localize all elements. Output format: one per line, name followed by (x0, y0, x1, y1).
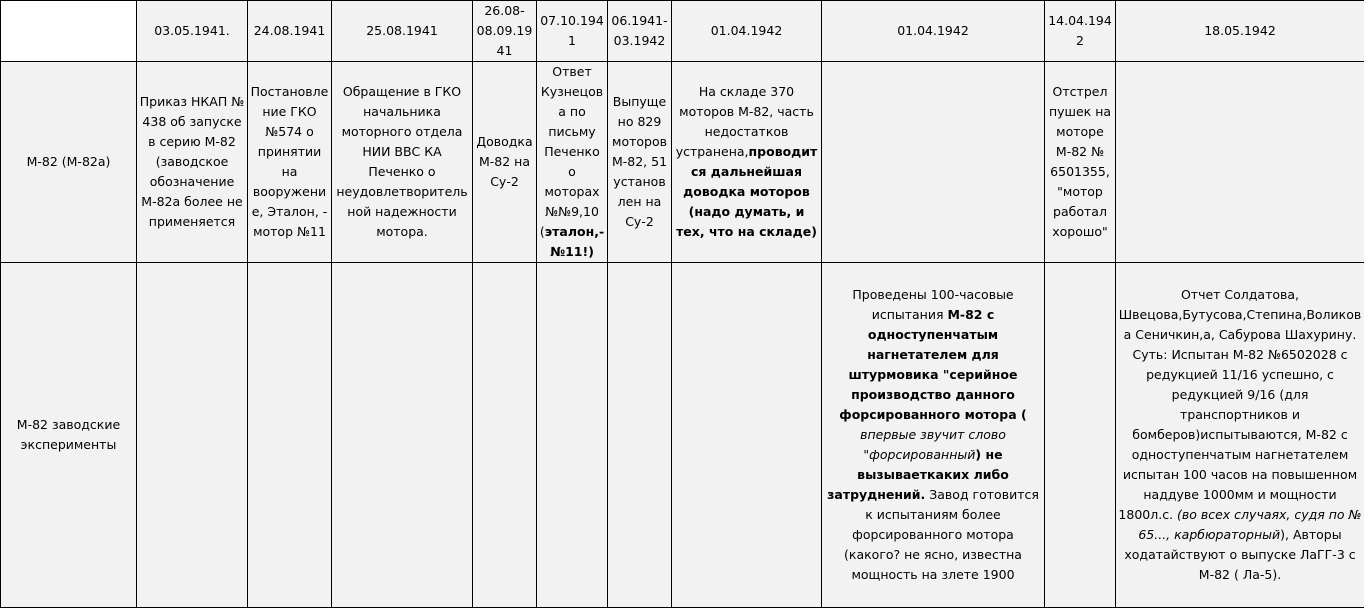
table-row (1, 62, 1364, 263)
table-cell (822, 62, 1045, 263)
table-cell (1045, 263, 1116, 608)
cell-text: Проведены 100-часовые испытания (852, 287, 1013, 322)
cell-text: На складе 370 моторов М-82, часть недостатков устранена, (676, 84, 814, 159)
cell-text: ), Авторы ходатайствуют о выпуске ЛаГГ-3 с М-82 ( Ла-5). (1124, 527, 1355, 582)
date-cell: 01.04.1942 (672, 1, 822, 62)
table-cell: Постановление ГКО №574 о принятии на вооружение, Эталон, - мотор №11 (248, 62, 332, 263)
table-cell: Обращение в ГКО начальника моторного отдела НИИ ВВС КА Печенко о неудовлетворительной надежности мотора. (332, 62, 473, 263)
table-cell: Отстрел пушек на моторе М-82 № 6501355, "мотор работал хорошо" (1045, 62, 1116, 263)
date-cell: 14.04.1942 (1045, 1, 1116, 62)
cell-text-bold: проводится дальнейшая доводка моторов (надо думать, и тех, что на складе) (676, 144, 817, 239)
date-cell: 06.1941-03.1942 (608, 1, 672, 62)
table-cell (608, 263, 672, 608)
table-cell: Доводка М-82 на Су-2 (473, 62, 537, 263)
date-cell: 18.05.1942 (1116, 1, 1364, 62)
table-cell (332, 263, 473, 608)
table-row (1, 263, 1364, 608)
table-cell (822, 263, 1045, 608)
cell-text-bold: ) не вызываеткаких либо затруднений. (827, 447, 1009, 502)
date-cell: 01.04.1942 (822, 1, 1045, 62)
cell-text: Ответ Кузнецова по письму Печенко о моторах №№9,10 ( (540, 64, 603, 239)
table-cell (1116, 263, 1364, 608)
table-cell (672, 62, 822, 263)
table-cell (473, 263, 537, 608)
cell-text: Завод готовится к испытаниям более форсированного мотора (какого? не ясно, известна мощность на злете 1900 (844, 487, 1039, 582)
table-cell (137, 263, 248, 608)
cell-text-italic: впервые звучит слово "форсированный (860, 427, 1006, 462)
row-label: М-82 заводские эксперименты (1, 263, 137, 608)
cell-text-bold: М-82 с одноступенчатым нагнетателем для штурмовика "серийное производство данного форсированного мотора ( (839, 307, 1026, 422)
date-cell: 26.08-08.09.1941 (473, 1, 537, 62)
table-cell (672, 263, 822, 608)
date-cell: 03.05.1941. (137, 1, 248, 62)
table-cell (1116, 62, 1364, 263)
date-cell: 24.08.1941 (248, 1, 332, 62)
table-cell: Выпущено 829 моторов М-82, 51 установлен на Су-2 (608, 62, 672, 263)
date-cell: 25.08.1941 (332, 1, 473, 62)
cell-text: Отчет Солдатова, Швецова,Бутусова,Степина,Воликова Сеничкин,а, Сабурова Шахурину. Суть: Испытан М-82 №6502028 с редукцией 11/16 успешно, с редукцией 9/16 (для транспортников и бомберов)испытываются, М-82 с одноступенчатым нагнетателем испытан 100 часов на повышенном наддуве 1000мм и мощности 1800л.с. (1118, 287, 1361, 522)
table-cell (537, 263, 608, 608)
cell-text-bold: эталон,-№11!) (545, 224, 604, 259)
cell-text-italic: (во всех случаях, судя по № 65..., карбюраторный (1138, 507, 1361, 542)
table-cell (248, 263, 332, 608)
row-label: М-82 (М-82а) (1, 62, 137, 263)
date-cell: 07.10.1941 (537, 1, 608, 62)
table-cell: Приказ НКАП № 438 об запуске в серию М-82 (заводское обозначение М-82а более не применяется (137, 62, 248, 263)
corner-cell (1, 1, 137, 62)
header-row (1, 1, 1364, 62)
table-cell (537, 62, 608, 263)
